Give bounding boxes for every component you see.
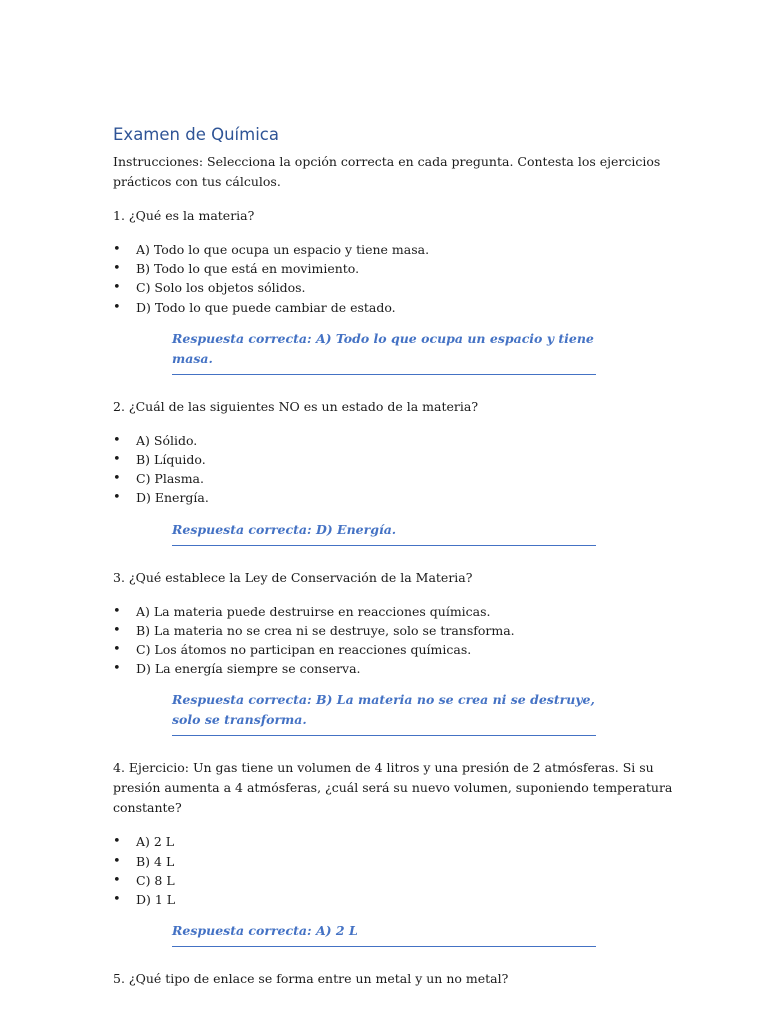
bullet-icon: • xyxy=(113,834,121,850)
option-text: C) Plasma. xyxy=(136,471,204,487)
option-item xyxy=(113,890,704,909)
option-text: B) Líquido. xyxy=(136,452,206,468)
document-title: Examen de Química xyxy=(113,125,279,144)
option-text: D) Todo lo que puede cambiar de estado. xyxy=(136,299,396,315)
bullet-icon: • xyxy=(113,261,121,277)
option-item xyxy=(113,488,704,507)
option-item xyxy=(113,278,704,297)
option-text: A) Sólido. xyxy=(136,432,198,448)
options-list xyxy=(113,431,704,508)
options-list xyxy=(113,832,704,909)
options-list xyxy=(113,240,704,317)
option-item xyxy=(113,450,704,469)
bullet-icon: • xyxy=(113,471,121,487)
answer-text: Respuesta correcta: A) 2 L xyxy=(172,921,596,947)
bullet-icon: • xyxy=(113,299,121,315)
option-text: A) La materia puede destruirse en reacciones químicas. xyxy=(136,603,491,619)
option-item xyxy=(113,621,704,640)
bullet-icon: • xyxy=(113,622,121,638)
option-text: C) 8 L xyxy=(136,872,175,888)
bullet-icon: • xyxy=(113,452,121,468)
option-item xyxy=(113,240,704,259)
option-item xyxy=(113,431,704,450)
option-item xyxy=(113,259,704,278)
option-text: B) La materia no se crea ni se destruye, solo se transforma. xyxy=(136,622,515,638)
option-text: D) Energía. xyxy=(136,490,209,506)
option-text: D) 1 L xyxy=(136,892,176,908)
question-1 xyxy=(113,206,704,375)
question-text: 1. ¿Qué es la materia? xyxy=(113,208,255,223)
question-2 xyxy=(113,397,704,546)
bullet-icon: • xyxy=(113,432,121,448)
instructions-text: Instrucciones: Selecciona la opción correcta en cada pregunta. Contesta los ejercicios prácticos con tus cálculos. xyxy=(113,154,661,189)
answer-text: Respuesta correcta: B) La materia no se crea ni se destruye, solo se transforma. xyxy=(172,690,596,736)
bullet-icon: • xyxy=(113,490,121,506)
question-4 xyxy=(113,758,704,947)
answer-text: Respuesta correcta: D) Energía. xyxy=(172,520,596,546)
bullet-icon: • xyxy=(113,892,121,908)
option-text: C) Los átomos no participan en reacciones químicas. xyxy=(136,642,472,658)
option-text: B) 4 L xyxy=(136,853,175,869)
question-text: 5. ¿Qué tipo de enlace se forma entre un metal y un no metal? xyxy=(113,971,509,987)
bullet-icon: • xyxy=(113,661,121,677)
question-5 xyxy=(113,969,704,989)
option-text: C) Solo los objetos sólidos. xyxy=(136,280,306,296)
options-list xyxy=(113,602,704,679)
option-text: B) Todo lo que está en movimiento. xyxy=(136,261,360,277)
question-text: 4. Ejercicio: Un gas tiene un volumen de 4 litros y una presión de 2 atmósferas. Si su presión aumenta a 4 atmósferas, ¿cuál será su nuevo volumen, suponiendo temperatura constante? xyxy=(113,760,673,816)
bullet-icon: • xyxy=(113,853,121,869)
option-text: D) La energía siempre se conserva. xyxy=(136,661,361,677)
option-item xyxy=(113,298,704,317)
question-text: 3. ¿Qué establece la Ley de Conservación de la Materia? xyxy=(113,569,473,585)
question-3 xyxy=(113,568,704,737)
option-item xyxy=(113,871,704,890)
option-item xyxy=(113,832,704,851)
option-item xyxy=(113,852,704,871)
bullet-icon: • xyxy=(113,242,121,257)
bullet-icon: • xyxy=(113,642,121,658)
answer-text: Respuesta correcta: A) Todo lo que ocupa un espacio y tiene masa. xyxy=(172,329,596,375)
question-text: 2. ¿Cuál de las siguientes NO es un estado de la materia? xyxy=(113,398,479,414)
option-item xyxy=(113,640,704,659)
option-item xyxy=(113,469,704,488)
option-text: A) 2 L xyxy=(136,834,175,850)
bullet-icon: • xyxy=(113,280,121,296)
option-item xyxy=(113,659,704,678)
bullet-icon: • xyxy=(113,872,121,888)
bullet-icon: • xyxy=(113,603,121,619)
option-text: A) Todo lo que ocupa un espacio y tiene masa. xyxy=(136,242,430,257)
option-item xyxy=(113,602,704,621)
